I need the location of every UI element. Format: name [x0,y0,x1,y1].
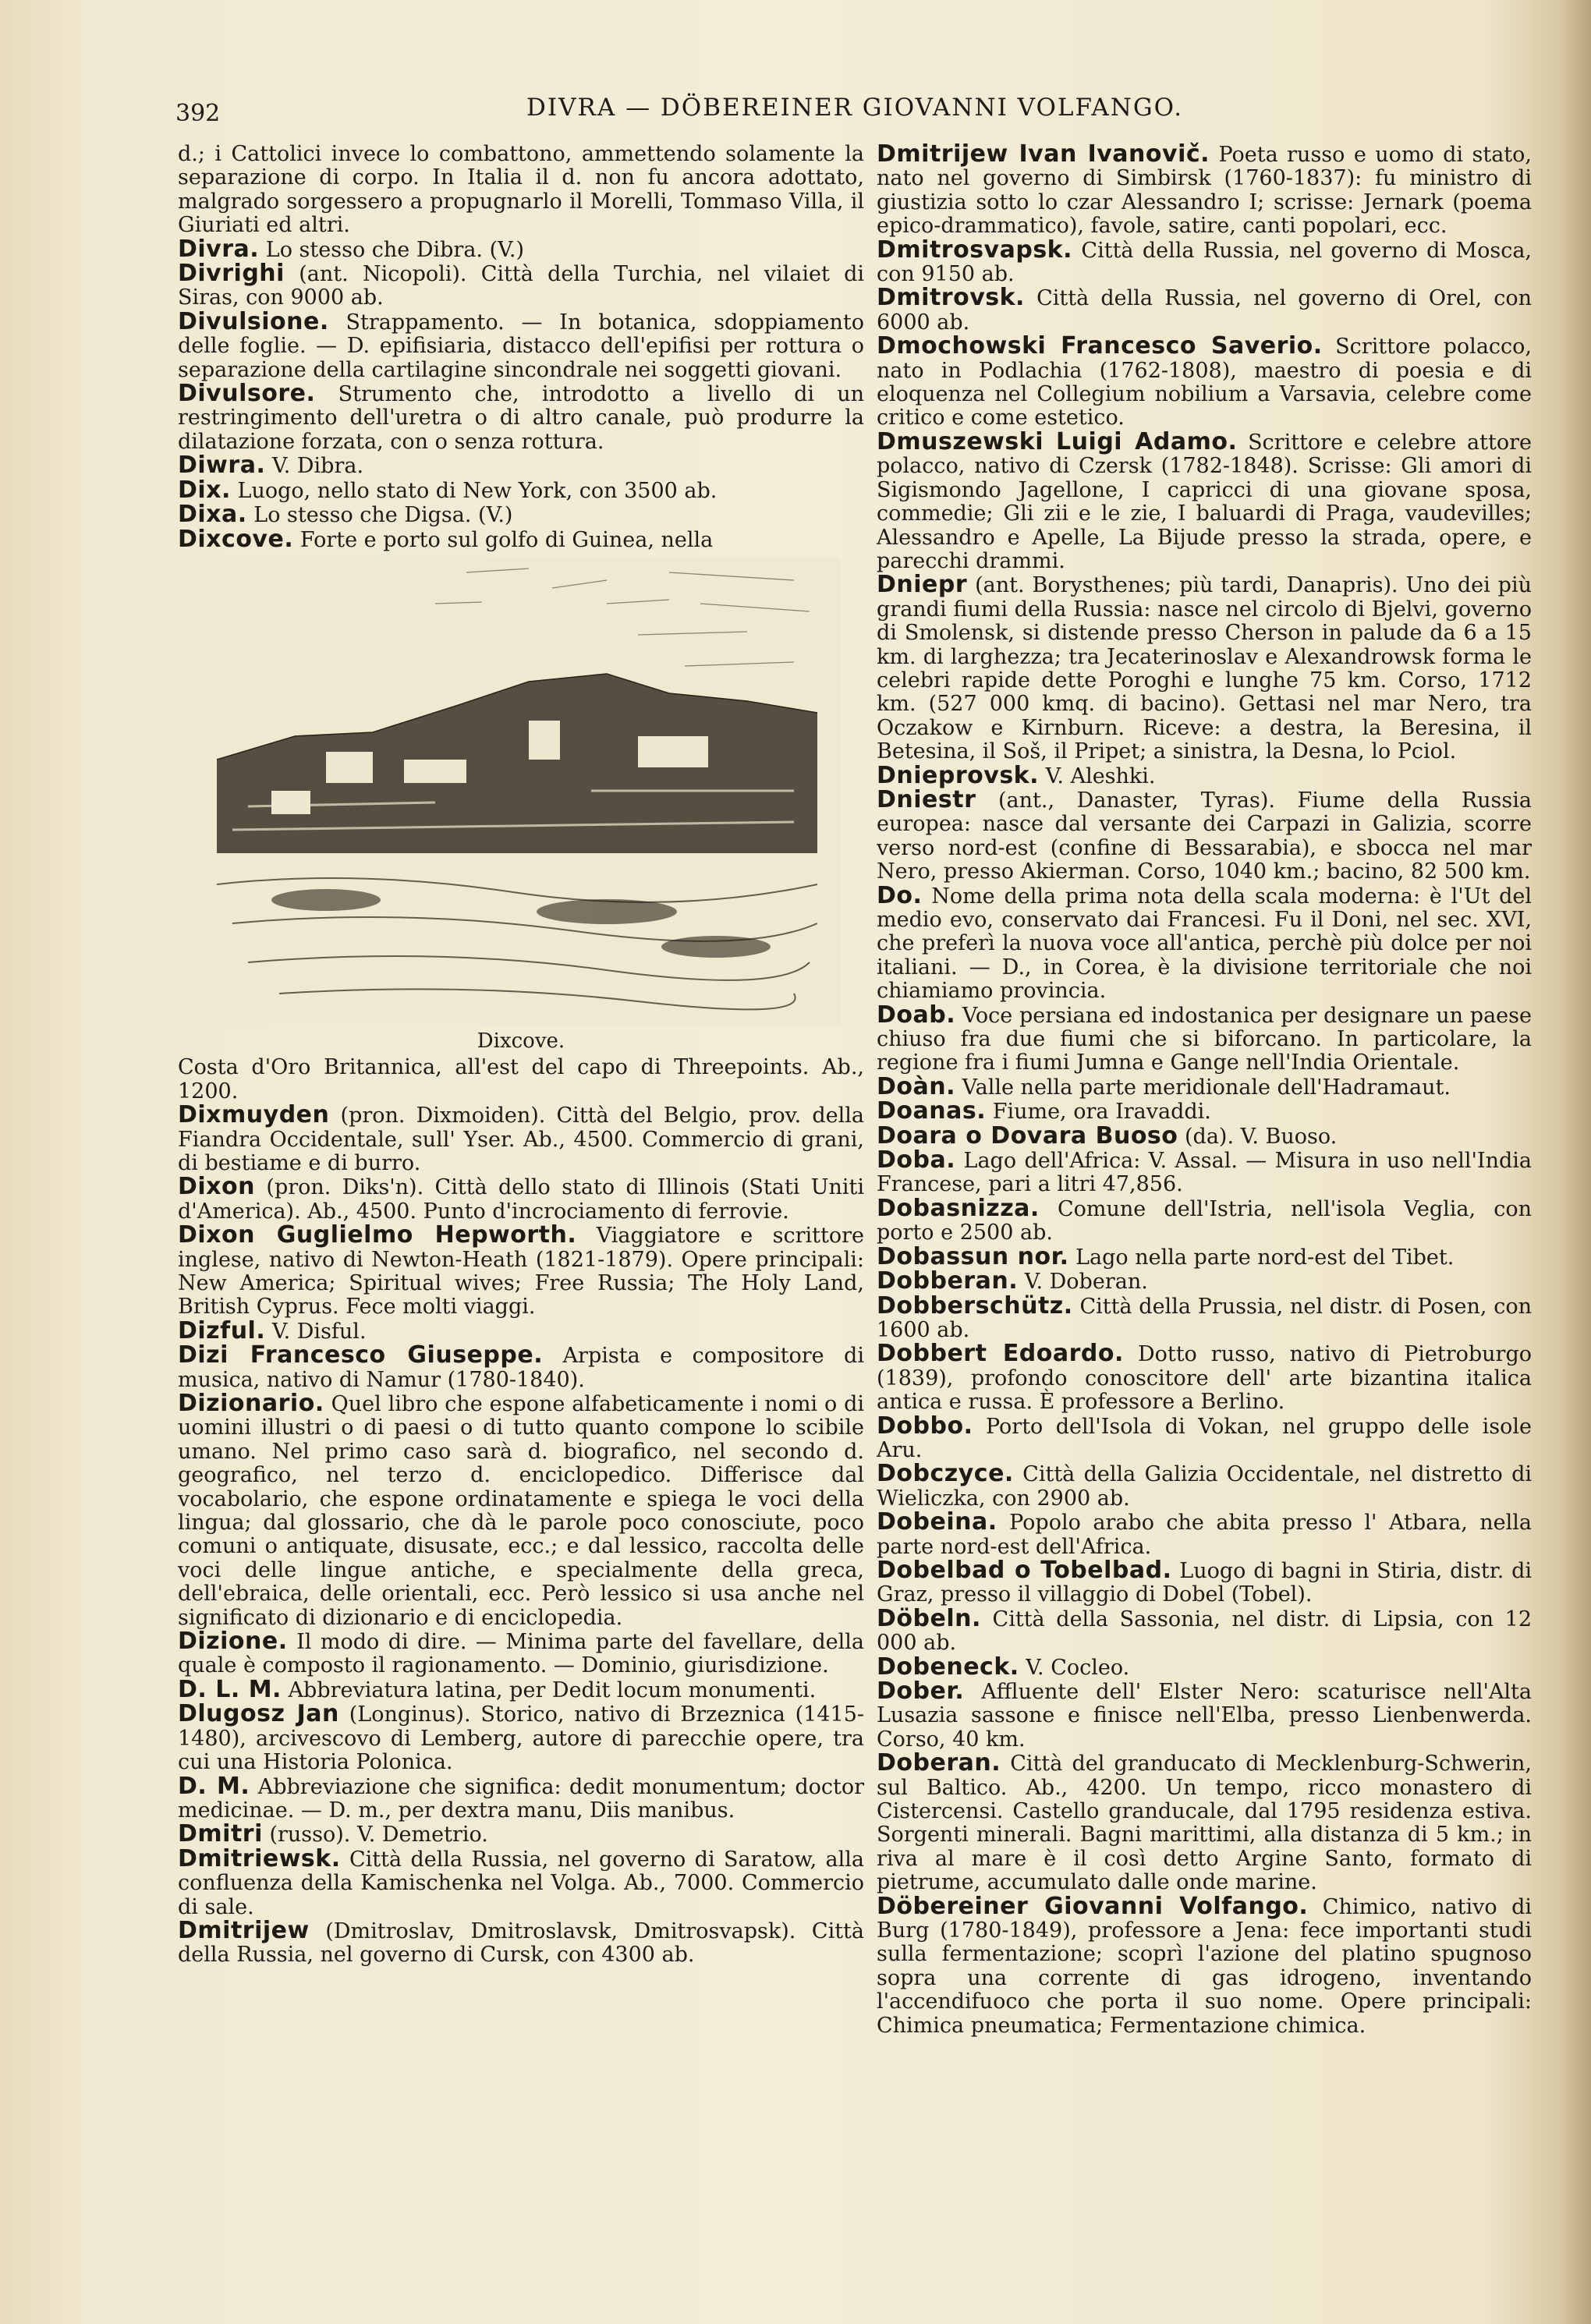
dictionary-entry [877,140,1532,239]
dictionary-entry [178,1316,864,1344]
entry-text: Lago nella parte nord-est del Tibet. [1075,1245,1455,1270]
entry-headword: Dizionario. [178,1390,324,1417]
entry-text: V. Dibra. [271,454,364,479]
dictionary-entry [178,1056,864,1104]
left-entries-continued [178,1056,864,1967]
entry-headword: Divra. [178,235,260,263]
entry-headword: Dixon Guglielmo Hepworth. [178,1221,577,1249]
entry-text: Porto dell'Isola di Vokan, nel gruppo delle isole Aru. [877,1414,1532,1462]
entry-headword: Dobberan. [877,1267,1019,1295]
entry-headword: Dixmuyden [178,1101,330,1129]
dictionary-entry [877,427,1532,573]
dictionary-entry [178,1916,864,1968]
dictionary-entry [178,454,864,478]
figure-caption: Dixcove. [477,1029,565,1053]
entry-text: Arpista e compositore di musica, nativo di Namur (1780-1840). [178,1344,864,1392]
entry-headword: Dmitrijew Ivan Ivanovič. [877,140,1210,168]
dictionary-entry [877,1001,1532,1075]
entry-headword: Dniepr [877,571,968,599]
dictionary-entry [877,785,1532,884]
entry-text: (russo). V. Demetrio. [269,1823,488,1848]
entry-headword: Dmitrosvapsk. [877,236,1073,264]
entry-text: Forte e porto sul golfo di Guinea, nella [299,527,714,552]
left-entries [178,143,864,552]
dictionary-entry [178,382,864,454]
entry-headword: Dobeina. [877,1508,997,1536]
dictionary-entry [877,1097,1532,1125]
dictionary-entry [178,1175,864,1224]
entry-headword: Dmuszewski Luigi Adamo. [877,427,1238,455]
entry-text: Scrittore e celebre attore polacco, nativo di Czersk (1782-1848). Scrisse: Gli amori di Sigismondo Jagellone, I capricci di una giovane sposa, commedie; Gli zii e le zie, I baluardi di Praga, vaudevilles; Alessandro e Apelle, La Bijude presso la strada, opere, e parecchi drammi. [877,430,1532,573]
dictionary-entry [178,1392,864,1630]
entry-headword: Dniestr [877,785,976,813]
dictionary-entry [178,1702,864,1774]
dictionary-entry [877,1508,1532,1559]
dictionary-entry [178,1844,864,1919]
dixcove-engraving-illustration [201,557,841,1025]
entry-text: Nome della prima nota della scala moderna: è l'Ut del medio evo, conservato dai Francesi. Fu il Doni, nel sec. XVI, che preferì la nuova voce all'antica, perchè più dolce per noi italiani. — D., in Corea, è la divisione territoriale che noi chiamiamo provincia. [877,884,1532,1004]
entry-text: V. Cocleo. [1026,1655,1130,1680]
entry-text: Quel libro che espone alfabeticamente i nomi o di uomini illustri o di paesi o di tutto quanto compone lo scibile umano. Nel primo caso sarà d. biografico, nel secondo d. geografico, nel terzo d. enciclopedico. Differisce dal vocabolario, che espone ordinatamente e spiega le voci della lingua; dal glossario, che dà le parole poco conosciute, poco comuni o antiquate, disusate, ecc.; e dal lessico, raccolta delle voci delle lingue antiche, e specialmente della greca, dell'ebraica, delle orientali, ecc. Però lessico si usa anche nel significato di dizionario e di enciclopedia. [178,1392,864,1630]
entry-text: Città della Prussia, nel distr. di Posen, con 1600 ab. [877,1294,1532,1342]
entry-headword: Dober. [877,1677,965,1705]
entry-headword: Döbeln. [877,1604,981,1632]
entry-text: Comune dell'Istria, nell'isola Veglia, con porto e 2500 ab. [877,1196,1532,1245]
entry-text: Voce persiana ed indostanica per designare un paese chiuso fra due fiumi che si biforcano. In particolare, la regione fra i fiumi Jumna e Gange nell'India Orientale. [877,1003,1532,1075]
entry-text: Abbreviatura latina, per Dedit locum monumenti. [288,1677,817,1702]
dictionary-entry [877,1194,1532,1245]
entry-text: Lo stesso che Digsa. (V.) [253,503,513,528]
dictionary-entry [877,573,1532,763]
dictionary-entry [178,1675,864,1703]
entry-text: Città della Sassonia, nel distr. di Lipsia, con 12 000 ab. [877,1607,1533,1656]
left-column [178,143,864,1968]
entry-text: Chimico, nativo di Burg (1780-1849), professore a Jena: fece importanti studi sulla fermentazione; scoprì l'azione del platino spugnoso sopra una corrente di gas idrogeno, inventando l'accendifuoco che porta il suo nome. Opere principali: Chimica pneumatica; Fermentazione chimica. [877,1894,1532,2038]
dictionary-entry [178,503,864,527]
dictionary-entry [877,1121,1532,1150]
entry-headword: Do. [877,881,923,909]
running-head: DIVRA — DÖBEREINER GIOVANNI VOLFANGO. [526,94,1184,122]
dictionary-entry [178,525,864,553]
dictionary-entry [877,1462,1532,1511]
entry-headword: Doab. [877,1001,956,1029]
entry-text: V. Disful. [271,1319,367,1344]
dictionary-entry [178,235,864,263]
entry-headword: Dobasnizza. [877,1194,1040,1222]
entry-headword: Divrighi [178,260,285,288]
dictionary-entry [178,476,864,504]
entry-text: (da). V. Buoso. [1185,1124,1338,1149]
dictionary-entry [877,1267,1532,1295]
dictionary-entry [877,1604,1533,1656]
dictionary-entry [877,286,1532,335]
entry-text: (pron. Dixmoiden). Città del Belgio, prov. della Fiandra Occidentale, sull' Yser. Ab., 4500. Commercio di grani, di bestiame e di burro. [178,1104,864,1175]
dictionary-entry [877,1146,1532,1197]
entry-text: (ant. Borysthenes; più tardi, Danapris). Uno dei più grandi fiumi della Russia: nasce nel circolo di Bjelvi, governo di Smolensk, si distende presso Cherson in palude da 6 a 15 km. di larghezza; tra Jecaterinoslav e Alexandrowsk forma le celebri rapide dette Poroghi e lunghe 75 km. Corso, 1712 km. (527 000 kmq. di bacino). Gettasi nel mar Nero, tra Oczakow e Kirnburn. Riceve: a destra, la Beresina, il Betesina, il Soš, il Pripet; a sinistra, la Desna, lo Pciol. [877,573,1532,764]
entry-headword: D. M. [178,1772,250,1800]
entry-text: Strumento che, introdotto a livello di un restringimento dell'uretra o di altro canale, può produrre la dilatazione forzata, con o senza rottura. [178,382,864,454]
entry-text: Luogo di bagni in Stiria, distr. di Graz, presso il villaggio di Dobel (Tobel). [877,1558,1533,1607]
entry-text: Lo stesso che Dibra. (V.) [265,237,525,262]
entry-headword: Dixcove. [178,525,294,553]
dictionary-entry [877,236,1532,287]
entry-text: Luogo, nello stato di New York, con 3500 ab. [237,478,718,503]
dictionary-entry [178,307,864,382]
entry-text: Strappamento. — In botanica, sdoppiamento delle foglie. — D. epifisiaria, distacco dell'epifisi per rottura o separazione della cartilagine sincondrale nei soggetti giovani. [178,310,864,382]
entry-text: Valle nella parte meridionale dell'Hadramaut. [962,1075,1451,1100]
entry-headword: Döbereiner Giovanni Volfango. [877,1892,1309,1920]
page-number: 392 [175,100,221,127]
entry-headword: Dobassun nor. [877,1242,1069,1270]
dictionary-entry [877,1677,1532,1752]
dictionary-entry [877,1653,1532,1681]
entry-text: (pron. Diks'n). Città dello stato di Illinois (Stati Uniti d'America). Ab., 4500. Punto d'incrociamento di ferrovie. [178,1175,864,1224]
entry-headword: Dix. [178,476,231,504]
entry-text: Abbreviazione che significa: dedit monumentum; doctor medicinae. — D. m., per dextra manu, Diis manibus. [178,1774,864,1823]
entry-headword: Doàn. [877,1072,956,1100]
entry-text: d.; i Cattolici invece lo combattono, ammettendo solamente la separazione di corpo. In Italia il d. non fu ancora adottato, malgrado sorgessero a propugnarlo il Morelli, Tommaso Villa, il Giuriati ed altri. [178,142,864,238]
entry-headword: D. L. M. [178,1675,282,1703]
entry-headword: Dobbo. [877,1412,973,1440]
right-entries [877,140,1533,2038]
dictionary-entry [178,143,864,238]
entry-headword: Dmitrovsk. [877,284,1025,312]
entry-text: Viaggiatore e scrittore inglese, nativo di Newton-Heath (1821-1879). Opere principali: New America; Spiritual wives; Free Russia; The Holy Land, British Cyprus. Fece molti viaggi. [178,1224,864,1320]
dictionary-entry [178,1630,864,1678]
dictionary-entry [877,1556,1533,1607]
dictionary-entry [877,1242,1532,1270]
entry-headword: Doanas. [877,1097,987,1125]
dictionary-entry [877,1412,1532,1463]
entry-text: Città della Russia, nel governo di Orel, con 6000 ab. [877,286,1532,335]
entry-text: V. Aleshki. [1045,763,1156,788]
dictionary-entry [877,761,1532,789]
dictionary-entry [877,1291,1532,1343]
entry-text: (Longinus). Storico, nativo di Brzeznica (1415-1480), arcivescovo di Lemberg, autore di parecchie opere, tra cui una Historia Polonica. [178,1702,864,1775]
entry-text: Città della Russia, nel governo di Mosca, con 9150 ab. [877,238,1532,287]
entry-headword: Dizful. [178,1316,266,1344]
dictionary-entry [877,1342,1532,1414]
entry-text: (ant. Nicopoli). Città della Turchia, nel vilaiet di Siras, con 9000 ab. [178,262,864,310]
entry-text: (Dmitroslav, Dmitroslavsk, Dmitrosvapsk). Città della Russia, nel governo di Cursk, con 4300 ab. [178,1918,864,1968]
entry-text: (ant., Danaster, Tyras). Fiume della Russia europea: nasce dal versante dei Carpazi in Galizia, scorre verso nord-est (confine di Bessarabia), e sbocca nel mar Nero, presso Akierman. Corso, 1040 km.; bacino, 82 500 km. [877,788,1532,884]
entry-text: Città della Galizia Occidentale, nel distretto di Wieliczka, con 2900 ab. [877,1462,1532,1511]
dictionary-entry [178,1772,864,1823]
entry-headword: Divulsione. [178,307,329,335]
entry-text: Lago dell'Africa: V. Assal. — Misura in uso nell'India Francese, pari a litri 47,856. [877,1149,1532,1197]
dictionary-entry [178,1341,864,1392]
entry-text: Poeta russo e uomo di stato, nato nel governo di Simbirsk (1760-1837): fu ministro di giustizia sotto lo czar Alessandro I; scrisse: Jernark (poema epico-drammatico), favole, satire, canti popolari, ecc. [877,143,1532,239]
dictionary-entry [178,1820,864,1848]
entry-headword: Dobeneck. [877,1653,1019,1681]
dictionary-entry [877,1892,1532,2038]
entry-headword: Doberan. [877,1749,1001,1777]
dictionary-entry [178,1221,864,1320]
entry-headword: Doba. [877,1146,956,1174]
dictionary-entry [178,262,864,310]
dictionary-entry [877,332,1532,430]
entry-text: Costa d'Oro Britannica, all'est del capo di Threepoints. Ab., 1200. [178,1055,864,1104]
entry-text: Scrittore polacco, nato in Podlachia (1762-1808), maestro di poesia e di eloquenza nel Collegium nobilium a Varsavia, celebre come critico e come estetico. [877,335,1532,430]
dictionary-entry [877,1072,1532,1100]
entry-headword: Dobberschütz. [877,1291,1073,1320]
entry-headword: Dizi Francesco Giuseppe. [178,1341,544,1369]
right-column [877,140,1533,2038]
entry-headword: Dixon [178,1173,256,1201]
dictionary-entry [178,1101,864,1175]
entry-headword: Dlugosz Jan [178,1700,339,1728]
dictionary-entry [877,881,1532,1004]
entry-headword: Divulsore. [178,380,316,408]
entry-text: Popolo arabo che abita presso l' Atbara, nella parte nord-est dell'Africa. [877,1511,1532,1559]
entry-text: Città del granducato di Mecklenburg-Schwerin, sul Baltico. Ab., 4200. Un tempo, ricco monastero di Cistercensi. Castello granducale, dal 1795 residenza estiva. Sorgenti minerali. Bagni marittimi, alla distanza di 5 km.; in riva al mare è il così detto Argine Santo, formato di pietrume, accumulato dalle onde marine. [877,1752,1532,1895]
entry-headword: Dixa. [178,501,247,529]
entry-headword: Dobbert Edoardo. [877,1340,1124,1368]
entry-headword: Dmitrijew [178,1916,310,1944]
entry-headword: Dobelbad o Tobelbad. [877,1556,1172,1584]
entry-headword: Dizione. [178,1628,288,1656]
entry-text: Affluente dell' Elster Nero: scaturisce nell'Alta Lusazia sassone e finisce nell'Elba, presso Lienbenwerda. Corso, 40 km. [877,1680,1532,1752]
entry-headword: Dmitriewsk. [178,1844,341,1872]
entry-headword: Diwra. [178,452,266,480]
entry-headword: Dobczyce. [877,1460,1014,1488]
entry-text: Fiume, ora Iravaddi. [992,1100,1211,1125]
entry-text: V. Doberan. [1024,1270,1148,1295]
dixcove-figure [178,557,864,1053]
entry-text: Città della Russia, nel governo di Saratow, alla confluenza della Kamischenka nel Volga. Ab., 7000. Commercio di sale. [178,1847,864,1919]
entry-headword: Dmitri [178,1820,263,1848]
entry-headword: Doara o Dovara Buoso [877,1121,1178,1150]
dictionary-entry [877,1749,1532,1895]
entry-headword: Dnieprovsk. [877,761,1040,789]
entry-text: Dotto russo, nativo di Pietroburgo (1839), profondo conoscitore dell' arte bizantina italica antica e russa. È professore a Berlino. [877,1342,1532,1415]
entry-headword: Dmochowski Francesco Saverio. [877,332,1323,360]
entry-text: Il modo di dire. — Minima parte del favellare, della quale è composto il ragionamento. — Dominio, giurisdizione. [178,1630,864,1678]
